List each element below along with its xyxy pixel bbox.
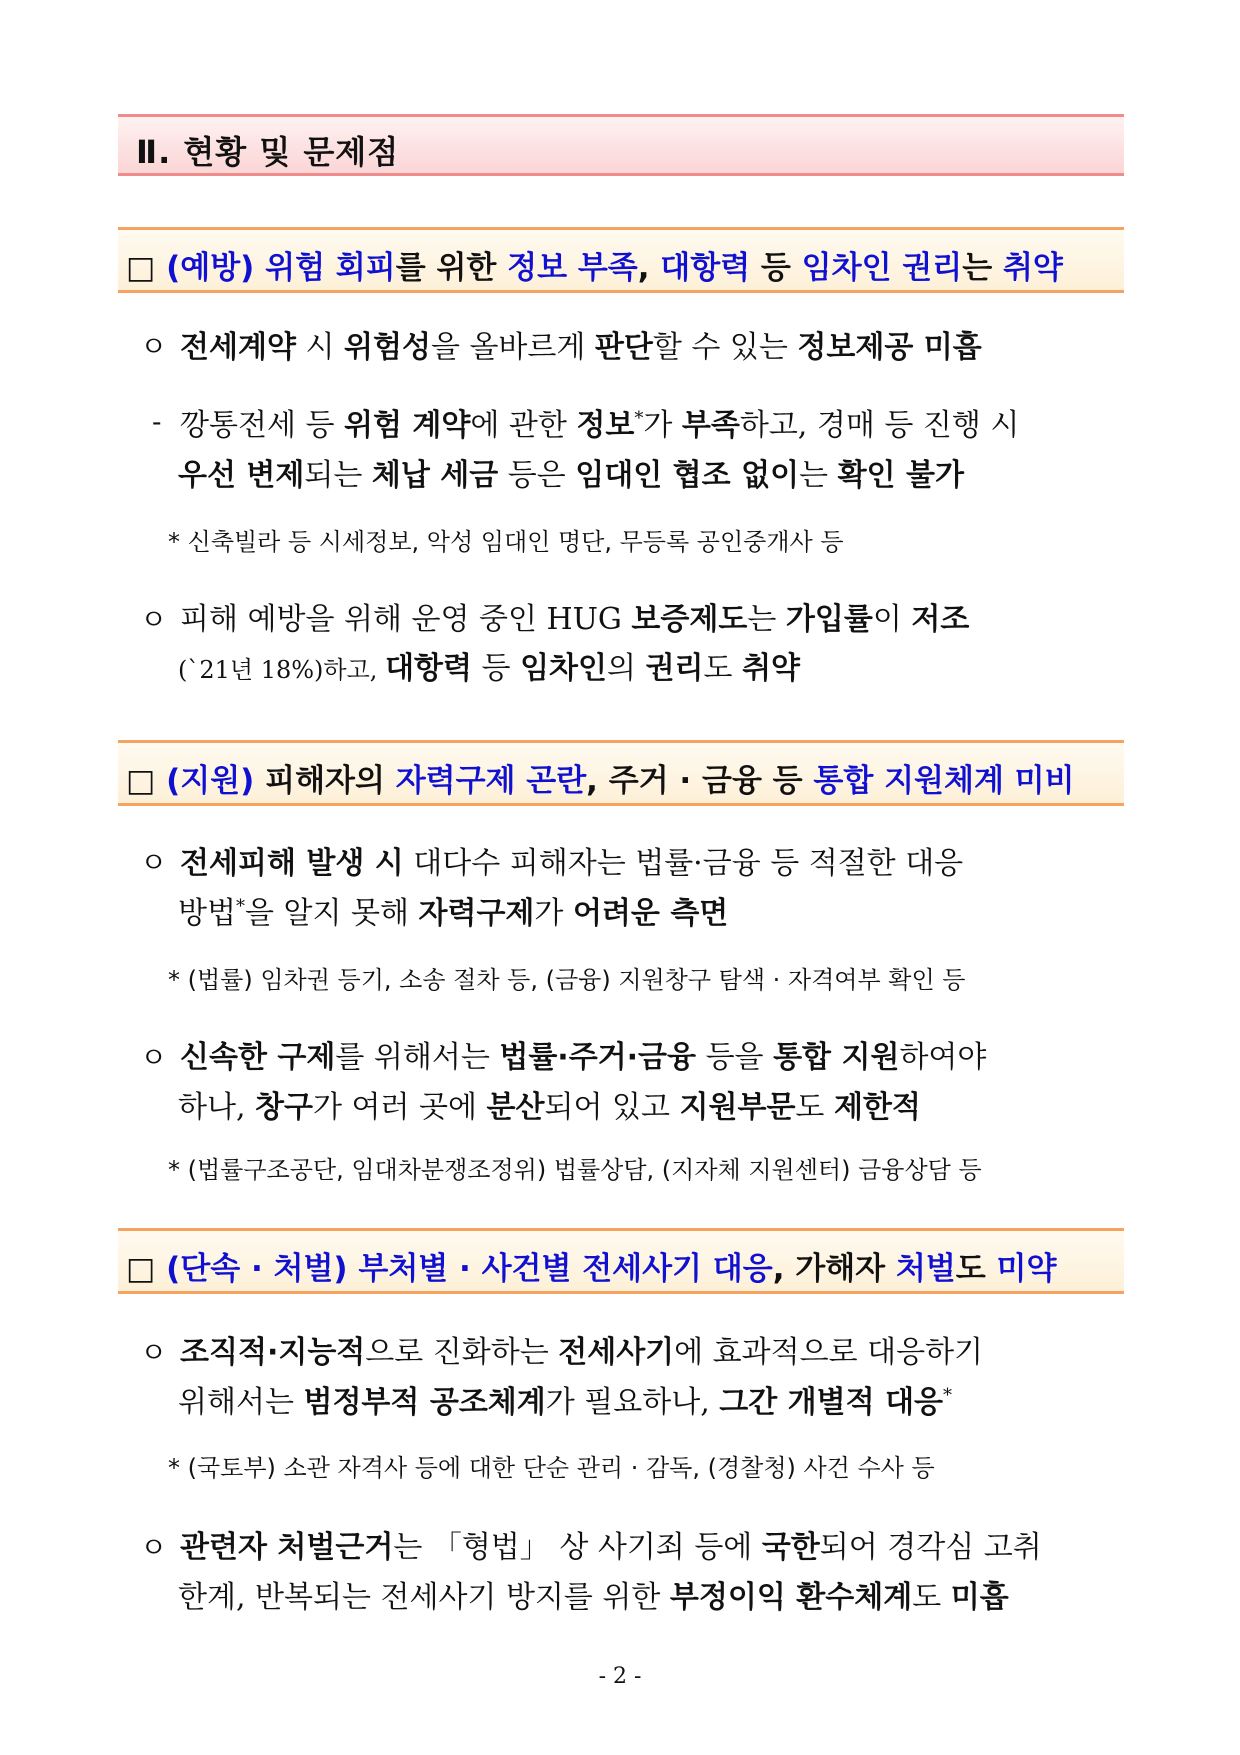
- section-title-bar: [118, 114, 1124, 176]
- section-1-heading: □ (예방) 위험 회피를 위한 정보 부족, 대항력 등 임차인 권리는 취약: [126, 250, 1063, 286]
- section-2-heading-bar: [118, 740, 1124, 806]
- paragraph-continued: 한계, 반복되는 전세사기 방지를 위한 부정이익 환수체계도 미흡: [178, 1580, 1009, 1615]
- paragraph: 피해 예방을 위해 운영 중인 HUG 보증제도는 가입률이 저조: [180, 602, 970, 637]
- bullet: ㅇ: [140, 1336, 168, 1369]
- paragraph-continued: 하나, 창구가 여러 곳에 분산되어 있고 지원부문도 제한적: [178, 1090, 921, 1125]
- bullet: ㅇ: [140, 1531, 168, 1564]
- footnote: * (국토부) 소관 자격사 등에 대한 단순 관리 · 감독, (경찰청) 사건 수사 등: [168, 1454, 935, 1482]
- paragraph: 조직적·지능적으로 진화하는 전세사기에 효과적으로 대응하기: [180, 1335, 984, 1370]
- paragraph: 전세피해 발생 시 대다수 피해자는 법률·금융 등 적절한 대응: [180, 846, 964, 881]
- paragraph-continued: (`21년 18%)하고, 대항력 등 임차인의 권리도 취약: [178, 651, 801, 686]
- section-title: Ⅱ. 현황 및 문제점: [136, 133, 400, 171]
- bullet: ㅇ: [140, 1041, 168, 1074]
- section-3-heading: □ (단속 · 처벌) 부처별 · 사건별 전세사기 대응, 가해자 처벌도 미약: [126, 1251, 1057, 1287]
- bullet: ㅇ: [140, 330, 168, 363]
- paragraph: 신속한 구제를 위해서는 법률·주거·금융 등을 통합 지원하여야: [180, 1040, 987, 1075]
- paragraph: 전세계약 시 위험성을 올바르게 판단할 수 있는 정보제공 미흡: [180, 330, 982, 365]
- page-number: - 2 -: [598, 1664, 642, 1689]
- section-3-heading-bar: [118, 1228, 1124, 1294]
- footnote: * (법률) 임차권 등기, 소송 절차 등, (금융) 지원창구 탐색 · 자격여부 확인 등: [168, 966, 966, 994]
- footnote: * 신축빌라 등 시세정보, 악성 임대인 명단, 무등록 공인중개사 등: [168, 528, 844, 556]
- section-2-heading: □ (지원) 피해자의 자력구제 곤란, 주거 · 금융 등 통합 지원체계 미비: [126, 763, 1075, 799]
- bullet: ㅇ: [140, 846, 168, 879]
- paragraph: 깡통전세 등 위험 계약에 관한 정보*가 부족하고, 경매 등 진행 시: [180, 408, 1020, 443]
- dash: -: [152, 405, 162, 438]
- footnote: * (법률구조공단, 임대차분쟁조정위) 법률상담, (지자체 지원센터) 금융상담 등: [168, 1156, 982, 1184]
- bullet: ㅇ: [140, 603, 168, 636]
- paragraph-continued: 방법*을 알지 못해 자력구제가 어려운 측면: [178, 896, 729, 931]
- paragraph: 관련자 처벌근거는 「형법」 상 사기죄 등에 국한되어 경각심 고취: [180, 1530, 1042, 1565]
- paragraph-continued: 우선 변제되는 체납 세금 등은 임대인 협조 없이는 확인 불가: [178, 458, 964, 493]
- paragraph-continued: 위해서는 범정부적 공조체계가 필요하나, 그간 개별적 대응*: [178, 1385, 953, 1420]
- section-1-heading-bar: [118, 227, 1124, 293]
